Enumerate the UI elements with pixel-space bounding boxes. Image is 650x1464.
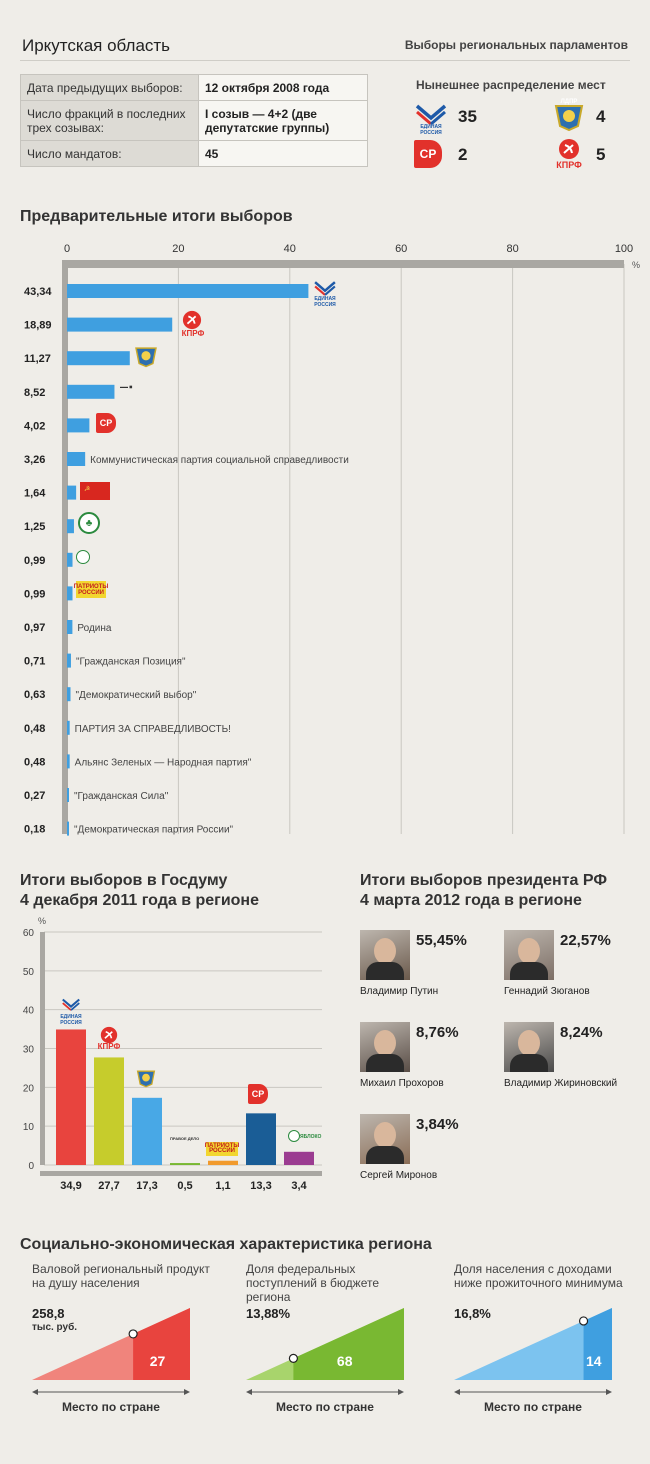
duma-chart-subtitle: 4 декабря 2011 года в регионе <box>20 892 259 909</box>
patriots-logo-icon: ПАТРИОТЫ РОССИИ <box>204 1143 240 1154</box>
bar-value-label: 0,48 <box>24 756 46 769</box>
er-logo-icon <box>60 996 82 1016</box>
bar-value-label: 13,3 <box>250 1180 272 1192</box>
kprf-logo-text: КПРФ <box>181 329 205 338</box>
bar-party-label: "Гражданская Сила" <box>74 791 169 802</box>
bar-value-label: 3,26 <box>24 454 46 466</box>
bar <box>67 654 71 668</box>
bar <box>67 284 308 298</box>
pd-logo-text: ПРАВОЕ ДЕЛО <box>170 1136 200 1141</box>
bar <box>67 721 70 735</box>
bar <box>67 754 70 768</box>
info-row <box>21 101 368 141</box>
y-tick-label: 10 <box>22 1122 34 1134</box>
candidate-percent: 55,45% <box>416 932 467 949</box>
bar-value-label: 0,18 <box>24 823 46 836</box>
place-label: Место по стране <box>62 1400 160 1414</box>
seat-count: 4 <box>596 107 606 126</box>
arrow-left-icon <box>246 1389 252 1395</box>
bar-party-label: "Демократическая партия России" <box>74 824 234 836</box>
region-title: Иркутская область <box>22 36 171 55</box>
sr-logo-icon: СР <box>248 1084 268 1104</box>
x-unit-label: % <box>631 260 641 270</box>
arrow-right-icon <box>398 1389 404 1395</box>
socio-metric-unit: тыс. руб. <box>32 1322 78 1333</box>
socio-metric-value: 258,8 <box>32 1306 65 1321</box>
arrow-left-icon <box>32 1389 38 1395</box>
arrow-right-icon <box>184 1389 190 1395</box>
y-tick-label: 40 <box>22 1005 34 1017</box>
section-title: Выборы региональных парламентов <box>404 38 628 52</box>
bar <box>67 586 73 600</box>
bar <box>284 1152 314 1165</box>
bar <box>67 620 72 634</box>
bar <box>67 687 71 701</box>
bar-value-label: 11,27 <box>24 353 51 366</box>
bar-party-label: ПАРТИЯ ЗА СПРАВЕДЛИВОСТЬ! <box>74 723 231 735</box>
candidate-percent: 8,76% <box>416 1024 459 1041</box>
socio-metric-title: Доля федеральных поступлений в бюджете региона <box>246 1262 380 1304</box>
x-tick-label: 60 <box>395 243 408 255</box>
bar <box>67 553 73 567</box>
arrow-left-icon <box>454 1389 460 1395</box>
socio-metric-value: 16,8% <box>454 1306 491 1321</box>
candidate-name: Владимир Жириновский <box>504 1078 618 1089</box>
bar <box>67 788 69 802</box>
candidate-photo <box>504 1022 554 1072</box>
bar <box>246 1113 276 1165</box>
bar-value-label: 8,52 <box>24 386 46 399</box>
seat-count: 5 <box>596 145 606 164</box>
info-table <box>20 74 368 167</box>
info-value: I созыв — 4+2 (две депутатские группы) <box>199 101 368 141</box>
bar-value-label: 1,64 <box>24 487 46 500</box>
socio-metric-title: Доля населения с доходами ниже прожиточного минимума <box>454 1262 623 1290</box>
y-tick-label: 60 <box>22 928 34 939</box>
y-tick-label: 30 <box>22 1044 34 1056</box>
y-tick-label: 0 <box>28 1161 34 1172</box>
seat-count: 35 <box>458 107 477 126</box>
er-logo-text: ЕДИНАЯ РОССИЯ <box>60 1014 82 1026</box>
bar-party-label: Альянс Зеленых — Народная партия" <box>74 757 252 769</box>
pd-logo-icon: ▬▬ ◼ <box>120 384 133 389</box>
bar <box>67 351 130 365</box>
bar-value-label: 0,99 <box>24 588 46 601</box>
info-key: Число фракций в последних трех созывах: <box>21 101 199 141</box>
x-tick-label: 20 <box>172 243 185 255</box>
axis-band <box>62 260 68 834</box>
rank-marker <box>289 1354 297 1362</box>
y-tick-label: 20 <box>22 1083 34 1095</box>
bar-value-label: 0,5 <box>177 1180 193 1192</box>
bar <box>170 1163 200 1165</box>
kr-flag-icon: ☭ <box>80 482 110 500</box>
ldpr-logo-text: ЛДПР <box>560 99 578 105</box>
greens-logo-icon: ♣ <box>78 512 100 534</box>
place-label: Место по стране <box>276 1400 374 1414</box>
yabloko-logo-text: ЯБЛОКО <box>300 1134 322 1140</box>
y-tick-label: 50 <box>22 966 34 978</box>
info-key: Число мандатов: <box>21 141 199 167</box>
rank-value: 68 <box>336 1353 353 1369</box>
president-subtitle: 4 марта 2012 года в регионе <box>360 892 582 909</box>
candidate-percent: 3,84% <box>416 1116 459 1133</box>
candidate-photo <box>360 930 410 980</box>
bar-value-label: 0,97 <box>24 622 46 634</box>
bar-value-label: 1,1 <box>215 1180 231 1192</box>
bar-value-label: 1,25 <box>24 521 46 534</box>
candidate-percent: 22,57% <box>560 932 611 949</box>
candidate-photo <box>360 1114 410 1164</box>
er-logo-text: ЕДИНАЯ РОССИЯ <box>420 124 442 136</box>
kprf-logo-text: КПРФ <box>97 1042 121 1051</box>
info-value: 12 октября 2008 года <box>199 75 368 101</box>
rank-marker <box>129 1330 137 1338</box>
ldpr-logo-icon <box>136 1066 156 1088</box>
info-value: 45 <box>199 141 368 167</box>
bar <box>67 452 85 466</box>
triangle-dark <box>133 1308 190 1380</box>
candidate-percent: 8,24% <box>560 1024 603 1041</box>
x-tick-label: 0 <box>63 243 71 255</box>
bar-value-label: 3,4 <box>291 1180 307 1192</box>
er-logo-text: ЕДИНАЯ РОССИЯ <box>314 296 336 308</box>
candidate-photo <box>504 930 554 980</box>
y-unit-label: % <box>37 916 47 926</box>
x-axis <box>40 1171 322 1176</box>
triangle-dark <box>293 1308 404 1380</box>
sr-logo-icon: СР <box>96 413 116 433</box>
seats-title: Нынешнее распределение мест <box>416 78 606 92</box>
bar-party-label: "Демократический выбор" <box>75 690 197 702</box>
patriots-logo-icon: ПАТРИОТЫ РОССИИ <box>76 581 106 598</box>
bar <box>132 1098 162 1165</box>
bar-value-label: 0,63 <box>24 689 46 702</box>
bar-value-label: 27,7 <box>98 1180 120 1192</box>
rank-marker <box>580 1317 588 1325</box>
bar-value-label: 0,99 <box>24 554 46 567</box>
kprf-logo-icon <box>180 310 204 330</box>
candidate-name: Сергей Миронов <box>360 1170 438 1181</box>
socio-title: Социально-экономическая характеристика региона <box>20 1236 432 1253</box>
bar <box>208 1161 238 1165</box>
prelim-chart <box>0 236 650 840</box>
bar <box>67 418 89 432</box>
socio-metric-title: Валовой региональный продукт на душу населения <box>32 1262 210 1290</box>
bar <box>67 519 74 533</box>
bar <box>94 1057 124 1165</box>
rank-value: 27 <box>149 1353 166 1369</box>
arrow-right-icon <box>606 1389 612 1395</box>
place-label: Место по стране <box>484 1400 582 1414</box>
bar-value-label: 17,3 <box>136 1180 158 1192</box>
bar-value-label: 0,48 <box>24 722 46 735</box>
bar <box>67 385 114 399</box>
info-row <box>21 141 368 167</box>
bar-value-label: 43,34 <box>24 286 52 298</box>
bar-party-label: Коммунистическая партия социальной справедливости <box>90 455 349 466</box>
bar-value-label: 0,71 <box>24 655 46 668</box>
president-title: Итоги выборов президента РФ <box>360 872 607 889</box>
bar-party-label: Родина <box>77 623 112 634</box>
seat-count: 2 <box>458 145 468 164</box>
rank-value: 14 <box>585 1353 602 1369</box>
y-axis <box>40 932 45 1165</box>
kprf-logo-text: КПРФ <box>556 160 582 170</box>
ldpr-logo-icon <box>134 342 158 368</box>
candidate-name: Владимир Путин <box>360 986 439 997</box>
candidate-name: Михаил Прохоров <box>360 1078 444 1089</box>
candidate-name: Геннадий Зюганов <box>504 986 590 997</box>
sr-logo-icon: СР <box>414 140 442 168</box>
triangle-dark <box>584 1308 612 1380</box>
bar-value-label: 34,9 <box>60 1180 82 1192</box>
header-divider <box>20 60 630 61</box>
x-tick-label: 100 <box>614 243 634 255</box>
info-key: Дата предыдущих выборов: <box>21 75 199 101</box>
candidate-photo <box>360 1022 410 1072</box>
bar-value-label: 18,89 <box>24 319 52 332</box>
prelim-chart-title: Предварительные итоги выборов <box>20 208 293 225</box>
x-tick-label: 80 <box>506 243 519 255</box>
duma-chart-title: Итоги выборов в Госдуму <box>20 872 228 889</box>
bar-value-label: 4,02 <box>24 420 46 433</box>
bar <box>67 318 172 332</box>
x-tick-label: 40 <box>283 243 296 255</box>
duma-chart <box>0 912 330 1202</box>
info-row <box>21 75 368 101</box>
bar <box>67 822 69 836</box>
bar-value-label: 0,27 <box>24 790 46 802</box>
socio-metric-value: 13,88% <box>246 1306 291 1321</box>
yabloko-logo-icon <box>76 550 90 564</box>
bar <box>67 486 76 500</box>
bar-party-label: "Гражданская Позиция" <box>75 656 186 668</box>
bar <box>56 1029 86 1165</box>
axis-band <box>62 260 624 268</box>
yabloko-logo-icon <box>288 1130 300 1142</box>
kprf-logo-icon <box>556 138 582 160</box>
